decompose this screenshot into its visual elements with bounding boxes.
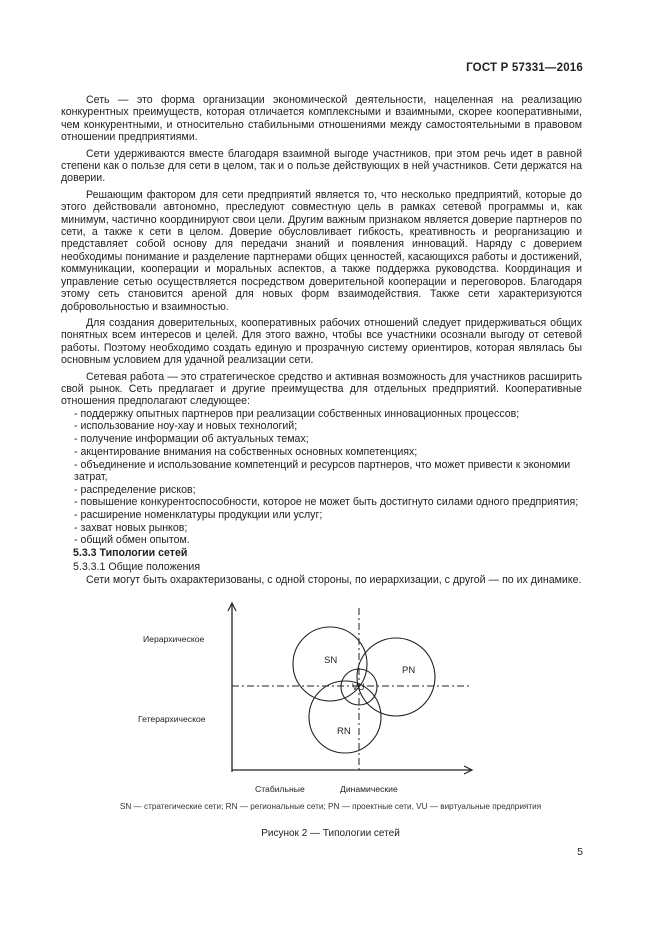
paragraph-network-work: Сетевая работа — это стратегическое средство и активная возможность для участников расширить свой рынок. Сеть предлагает и другие преимущества для отдельных предприятий. Кооперативные отношения предполагают следующее:	[61, 370, 582, 408]
x-label-stable: Стабильные	[255, 784, 305, 794]
list-item: - захват новых рынков;	[74, 521, 188, 534]
circle-rn	[309, 681, 381, 753]
section-heading: 5.3.3 Типологии сетей	[73, 547, 188, 560]
list-item: - общий обмен опытом.	[74, 534, 190, 547]
list-item: - использование ноу-хау и новых технологий;	[74, 420, 298, 433]
list-item: - объединение и использование компетенций и ресурсов партнеров, что может привести к экономии затрат,	[74, 458, 571, 483]
label-vu: VU	[352, 682, 365, 692]
y-label-heterarchical: Гетерархическое	[138, 714, 206, 724]
paragraph-diagram-intro: Сети могут быть охарактеризованы, с одной стороны, по иерархизации, с другой — по их динамике.	[86, 574, 582, 586]
label-pn: PN	[402, 665, 416, 676]
paragraph-decisive-factor: Решающим фактором для сети предприятий является то, что несколько предприятий, которые до этого действовали автономно, преследуют совместную цель в рамках сетевой программы и, как минимум, частично координируют свои цели. Другим важным признаком является доверие партнеров по сети, а также к сети в целом. Доверие обусловливает гибкость, креативность и реорганизацию и представляет собой основу для передачи знаний и появления инноваций. Наряду с доверием необходимы понимание и разделение партнерами общих ценностей, касающихся работы и достижений, коммуникации, кооперации и моральных аспектов, а также поддержка руководства. Координация и управление сетью осуществляется посредством доверительной кооперации и переговоров. Благодаря этому сеть становится ареной для новых форм взаимодействия. Также сети характеризуются добровольностью и взаимностью.	[61, 188, 582, 313]
figure-caption: Рисунок 2 — Типологии сетей	[261, 828, 400, 839]
list-item: - повышение конкурентоспособности, которое не может быть достигнуто силами одного предприятия;	[74, 496, 579, 509]
paragraph-mutual-benefit: Сети удерживаются вместе благодаря взаимной выгоде участников, при этом речь идет в равной степени как о пользе для сети в целом, так и о пользе действующих в ней участников. Сети держатся на доверии.	[61, 147, 582, 185]
list-item: - акцентирование внимания на собственных основных компетенциях;	[74, 445, 418, 458]
y-label-hierarchical: Иерархическое	[143, 634, 205, 644]
figure-legend: SN — стратегические сети; RN — региональные сети; PN — проектные сети, VU — виртуальные предприятия	[119, 802, 542, 811]
list-item: - распределение рисков;	[74, 483, 196, 496]
list-item: - поддержку опытных партнеров при реализации собственных инновационных процессов;	[74, 407, 520, 420]
x-label-dynamic: Динамические	[340, 784, 398, 794]
subsection-heading: 5.3.3.1 Общие положения	[73, 560, 201, 573]
list-item: - получение информации об актуальных темах;	[74, 433, 309, 446]
paragraph-trust-relations: Для создания доверительных, кооперативных рабочих отношений следует придерживаться общих понятных всем интересов и целей. Для этого важно, чтобы все участники осознали выгоду от сетевой работы. Поэтому необходимо создать единую и прозрачную систему ориентиров, которая являлась бы основным условием для удачной реализации сети.	[61, 316, 582, 367]
label-sn: SN	[324, 655, 338, 666]
list-item: - расширение номенклатуры продукции или услуг;	[74, 509, 323, 522]
label-rn: RN	[337, 726, 351, 737]
circle-pn	[357, 638, 435, 716]
page-number: 5	[577, 846, 583, 858]
paragraph-network-definition: Сеть — это форма организации экономической деятельности, нацеленная на реализацию конкурентных преимуществ, которая отличается комплексными и взаимными, скорее кооперативными, чем конкурентными, и относительно стабильными отношениями между самостоятельными в правовом отношении предприятиями.	[61, 94, 582, 144]
document-id: ГОСТ Р 57331—2016	[466, 62, 583, 74]
